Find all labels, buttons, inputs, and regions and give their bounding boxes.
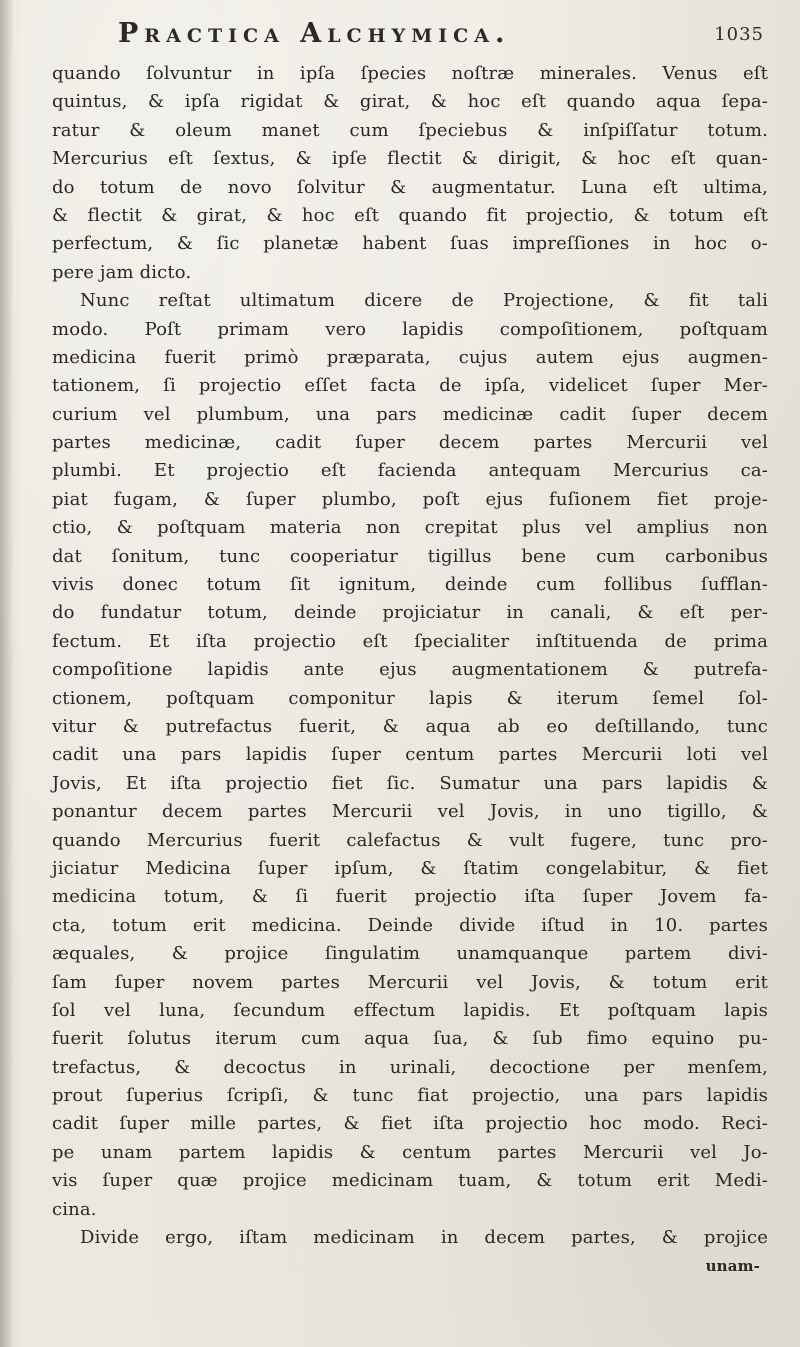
text-line: pere jam dicto. bbox=[52, 261, 192, 283]
text-line: tationem, ſi projectio eſſet facta de ipſa, videlicet ſuper Mer- bbox=[52, 375, 768, 397]
text-line: cadit una pars lapidis ſuper centum partes Mercurii loti vel bbox=[52, 744, 768, 766]
text-line: modo. Poſt primam vero lapidis compoſitionem, poſtquam bbox=[52, 318, 768, 340]
text-line: plumbi. Et projectio eſt facienda antequam Mercurius ca- bbox=[52, 460, 768, 482]
text-line: cina. bbox=[52, 1198, 97, 1220]
text-line: cta, totum erit medicina. Deinde divide iſtud in 10. partes bbox=[52, 914, 768, 936]
text-line: prout ſuperius ſcripſi, & tunc fiat projectio, una pars lapidis bbox=[52, 1085, 768, 1107]
gutter-shadow bbox=[0, 0, 14, 1347]
text-line: dat ſonitum, tunc cooperiatur tigillus bene cum carbonibus bbox=[52, 545, 768, 567]
text-line: ratur & oleum manet cum ſpeciebus & inſpiſſatur totum. bbox=[52, 119, 768, 141]
text-line: ctio, & poſtquam materia non crepitat plus vel amplius non bbox=[52, 517, 768, 539]
text-line: pe unam partem lapidis & centum partes Mercurii vel Jo- bbox=[52, 1141, 768, 1163]
text-line: & flectit & girat, & hoc eſt quando fit projectio, & totum eſt bbox=[52, 204, 768, 226]
text-line: Mercurius eſt ſextus, & ipſe flectit & dirigit, & hoc eſt quan- bbox=[52, 148, 768, 170]
text-line: quintus, & ipſa rigidat & girat, & hoc eſt quando aqua ſepa- bbox=[52, 91, 768, 113]
text-line: curium vel plumbum, una pars medicinæ cadit ſuper decem bbox=[52, 403, 768, 425]
text-line: ſam ſuper novem partes Mercurii vel Jovis, & totum erit bbox=[52, 971, 768, 993]
text-line: quando Mercurius fuerit calefactus & vult fugere, tunc pro- bbox=[52, 829, 768, 851]
text-line: piat fugam, & ſuper plumbo, poſt ejus fuſionem fiet proje- bbox=[52, 488, 768, 510]
text-line: do totum de novo ſolvitur & augmentatur. Luna eſt ultima, bbox=[52, 176, 768, 198]
text-line: medicina totum, & ſi fuerit projectio iſta ſuper Jovem fa- bbox=[52, 886, 768, 908]
text-line: perfectum, & ſic planetæ habent ſuas impreſſiones in hoc o- bbox=[52, 233, 768, 255]
text-line: partes medicinæ, cadit ſuper decem partes Mercurii vel bbox=[52, 432, 768, 454]
page-number: 1035 bbox=[714, 24, 764, 45]
text-line: fectum. Et iſta projectio eſt ſpecialiter inſtituenda de prima bbox=[52, 630, 768, 652]
running-title: Practica Alchymica. bbox=[118, 18, 511, 49]
text-line: fuerit ſolutus iterum cum aqua ſua, & ſub fimo equino pu- bbox=[52, 1028, 768, 1050]
text-line: medicina fuerit primò præparata, cujus autem ejus augmen- bbox=[52, 346, 768, 368]
text-line: jiciatur Medicina ſuper ipſum, & ſtatim congelabitur, & fiet bbox=[52, 857, 768, 879]
text-line: trefactus, & decoctus in urinali, decoctione per menſem, bbox=[52, 1056, 768, 1078]
text-line: compoſitione lapidis ante ejus augmentationem & putrefa- bbox=[52, 659, 768, 681]
text-line: ſol vel luna, ſecundum effectum lapidis. Et poſtquam lapis bbox=[52, 999, 768, 1021]
text-line: Jovis, Et iſta projectio fiet ſic. Sumatur una pars lapidis & bbox=[52, 772, 768, 794]
text-line: ctionem, poſtquam componitur lapis & iterum ſemel ſol- bbox=[52, 687, 768, 709]
text-line: cadit ſuper mille partes, & fiet iſta projectio hoc modo. Reci- bbox=[52, 1113, 768, 1135]
text-line: Nunc reſtat ultimatum dicere de Projectione, & fit tali bbox=[80, 290, 768, 312]
text-line: vitur & putrefactus fuerit, & aqua ab eo deſtillando, tunc bbox=[52, 715, 768, 737]
text-line: Divide ergo, iſtam medicinam in decem partes, & projice bbox=[80, 1227, 768, 1249]
text-line: quando ſolvuntur in ipſa ſpecies noſtræ minerales. Venus eſt bbox=[52, 63, 768, 84]
text-line: do fundatur totum, deinde projiciatur in canali, & eſt per- bbox=[52, 602, 768, 624]
text-line: vis ſuper quæ projice medicinam tuam, & totum erit Medi- bbox=[52, 1170, 768, 1192]
text-line: ponantur decem partes Mercurii vel Jovis, in uno tigillo, & bbox=[52, 801, 768, 823]
running-head bbox=[0, 10, 800, 50]
catchword: unam- bbox=[705, 1257, 760, 1276]
body-text bbox=[52, 60, 768, 1281]
text-line: vivis donec totum ſit ignitum, deinde cum follibus ſufflan- bbox=[52, 574, 768, 596]
text-line: æquales, & projice ſingulatim unamquanque partem divi- bbox=[52, 943, 768, 965]
